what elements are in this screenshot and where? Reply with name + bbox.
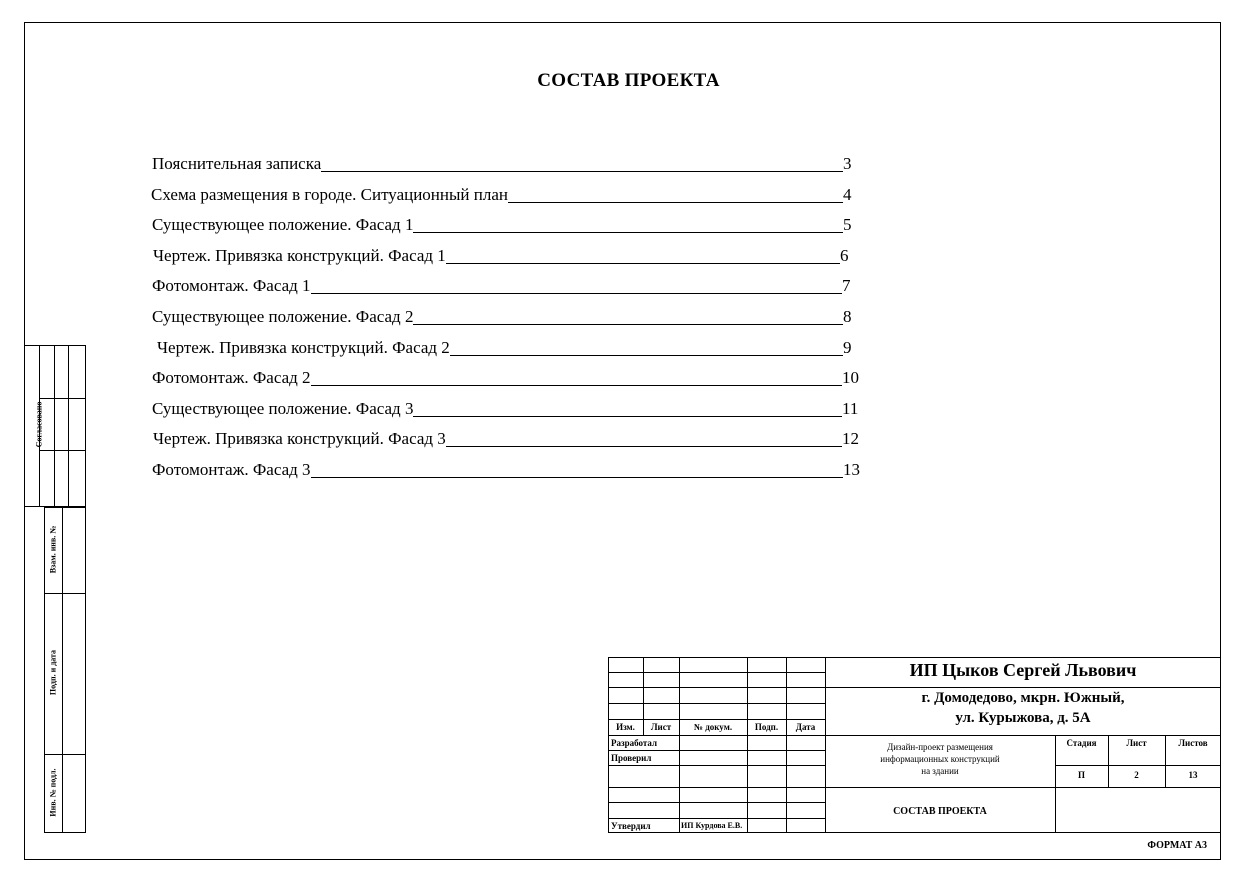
toc-leader-line xyxy=(321,171,843,172)
header-list: Лист xyxy=(650,722,672,732)
sheet-title: СОСТАВ ПРОЕКТА xyxy=(893,806,987,817)
project-desc-line3: на здании xyxy=(921,766,959,776)
toc-item-title: Фотомонтаж. Фасад 3 xyxy=(152,460,311,479)
toc-item-title: Существующее положение. Фасад 3 xyxy=(152,398,414,418)
toc-leader-line xyxy=(446,263,840,264)
toc-item-title: Схема размещения в городе. Ситуационный план xyxy=(151,184,508,204)
toc-item-page: 10 xyxy=(842,368,859,388)
toc-row xyxy=(152,306,868,328)
replaced-inv-label: Взам. инв. № xyxy=(48,525,58,574)
toc-row xyxy=(153,245,865,267)
checked-label: Проверил xyxy=(611,753,652,763)
toc-item-page: 8 xyxy=(843,307,852,326)
header-sign: Подп. xyxy=(754,722,779,732)
approved-label: Утвердил xyxy=(611,821,651,831)
toc-item-title: Фотомонтаж. Фасад 1 xyxy=(152,276,311,296)
approved-name: ИП Курдова Е.В. xyxy=(681,821,743,830)
toc-item-title: Чертеж. Привязка конструкций. Фасад 1 xyxy=(153,245,446,265)
toc-row xyxy=(152,398,867,420)
toc-item-page: 9 xyxy=(843,337,852,357)
project-desc-line2: информационных конструкций xyxy=(880,754,1000,764)
toc-leader-line xyxy=(311,293,842,294)
header-date: Дата xyxy=(795,722,816,732)
developed-label: Разработал xyxy=(611,738,658,748)
address-line2: ул. Курыжова, д. 5А xyxy=(955,710,1091,726)
toc-item-page: 3 xyxy=(843,154,852,173)
page-title: СОСТАВ ПРОЕКТА xyxy=(537,70,720,91)
toc-item-title: Чертеж. Привязка конструкций. Фасад 2 xyxy=(157,337,450,357)
header-doc: № докум. xyxy=(693,722,733,732)
toc-row xyxy=(152,153,868,175)
toc-leader-line xyxy=(508,202,843,203)
project-desc-line1: Дизайн-проект размещения xyxy=(887,742,993,752)
toc-leader-line xyxy=(311,477,843,478)
toc-item-title: Чертеж. Привязка конструкций. Фасад 3 xyxy=(153,429,446,449)
toc-item-title: Пояснительная записка xyxy=(152,154,322,173)
toc-row xyxy=(152,367,867,389)
toc-row xyxy=(153,428,867,450)
toc-leader-line xyxy=(446,446,842,447)
toc-item-page: 6 xyxy=(840,245,849,265)
toc-item-page: 11 xyxy=(842,398,859,418)
toc-leader-line xyxy=(450,355,843,356)
sheet-value: 2 xyxy=(1134,770,1139,780)
sheets-label: Листов xyxy=(1178,738,1208,748)
toc-row xyxy=(152,214,868,236)
toc-item-title: Существующее положение. Фасад 1 xyxy=(152,215,414,235)
toc-leader-line xyxy=(413,416,842,417)
toc-item-page: 12 xyxy=(842,429,859,449)
toc-item-page: 7 xyxy=(842,276,851,296)
toc-item-page: 5 xyxy=(843,215,852,235)
sheet-label: Лист xyxy=(1126,738,1147,748)
header-izm: Изм. xyxy=(616,722,635,732)
toc-item-title: Существующее положение. Фасад 2 xyxy=(152,307,414,326)
agreed-label: Согласовано xyxy=(34,401,44,448)
toc-item-page: 4 xyxy=(843,184,852,204)
agreed-block xyxy=(24,345,86,507)
toc-row xyxy=(152,459,868,481)
toc-row xyxy=(152,275,867,297)
format-label: ФОРМАТ А3 xyxy=(1147,840,1207,851)
toc-item-title: Фотомонтаж. Фасад 2 xyxy=(152,368,311,388)
toc-leader-line xyxy=(413,232,843,233)
inv-original-label: Инв. № подл. xyxy=(48,768,58,817)
toc-leader-line xyxy=(413,324,843,325)
company-name: ИП Цыков Сергей Львович xyxy=(909,660,1137,680)
toc-leader-line xyxy=(311,385,842,386)
sheets-value: 13 xyxy=(1188,770,1198,780)
toc-row xyxy=(151,184,868,206)
sign-date-label: Подп. и дата xyxy=(48,649,58,696)
toc-row xyxy=(157,337,868,359)
stage-value: П xyxy=(1077,770,1085,780)
stage-label: Стадия xyxy=(1066,738,1097,748)
address-line1: г. Домодедово, мкрн. Южный, xyxy=(921,690,1125,706)
toc-item-page: 13 xyxy=(843,460,860,479)
